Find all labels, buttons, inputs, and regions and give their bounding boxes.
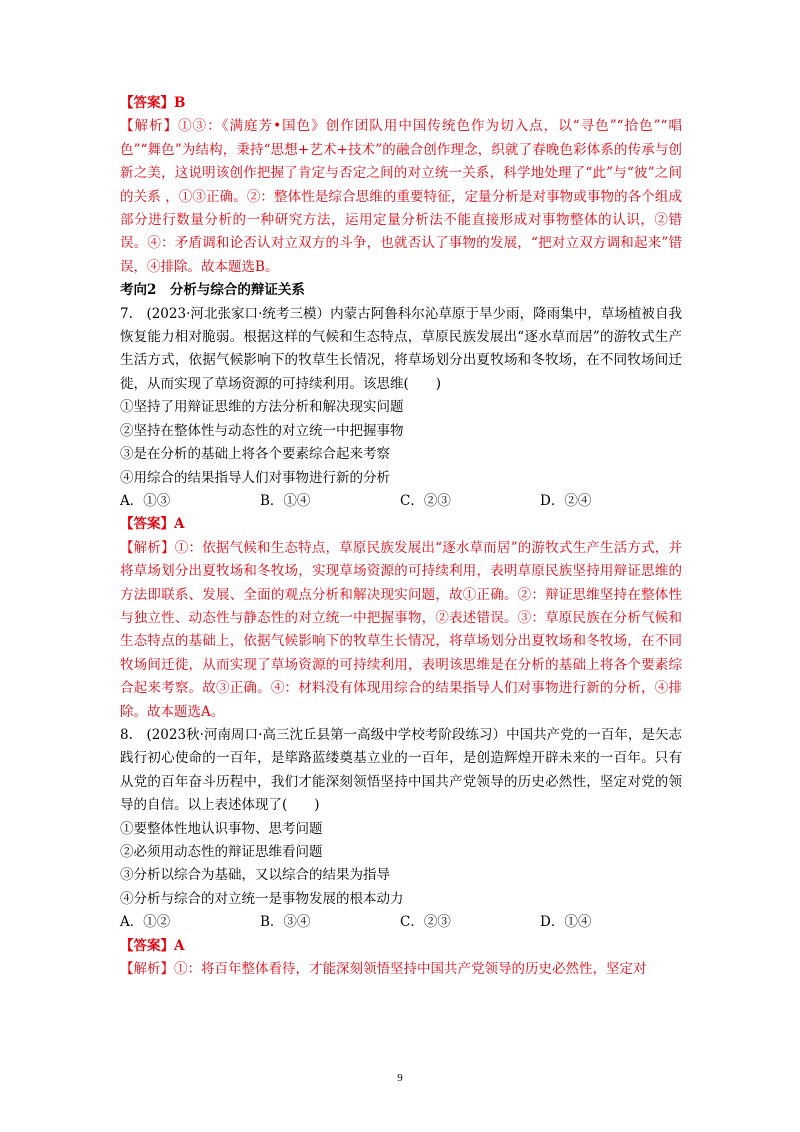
- statement-item: ④分析与综合的对立统一是事物发展的根本动力: [120, 890, 404, 907]
- option-d: D．①④: [540, 914, 592, 931]
- analysis-paragraph: 【解析】①：将百年整体看待，才能深刻领悟坚持中国共产党领导的历史必然性，坚定对: [120, 961, 647, 978]
- statement-item: ①坚持了用辩证思维的方法分析和解决现实问题: [120, 399, 404, 416]
- option-b: B．①④: [260, 492, 311, 509]
- option-c: C．②③: [400, 492, 451, 509]
- document-page: [120, 92, 682, 981]
- page-number: 9: [397, 1072, 403, 1084]
- analysis-paragraph: 【解析】①③：《满庭芳•国色》创作团队用中国传统色作为切入点，以“寻色”“拾色”“唱色”“舞色”为结构，秉持“思想+艺术+技术”的融合创作理念，织就了春晚色彩体系的传承与创新之美，这说明该创作把握了肯定与否定之间的对立统一关系，科学地处理了“此”与“彼”之间的关系 ，①③正确。②：整体性是综合思维的重要特征，定量分析是对事物或事物的各个组成部分进行数量分析的一种研究方法，运用定量分析法不能直接形成对事物整体的认识，②错误。④：矛盾调和论否认对立双方的斗争，也就否认了事物的发展，“把对立双方调和起来”错误，④排除。故本题选B。: [120, 118, 682, 275]
- question-stem: 8. (2023秋·河南周口·高三沈丘县第一高级中学校考阶段练习）中国共产党的一百年，是矢志践行初心使命的一百年，是筚路蓝缕奠基立业的一百年，是创造辉煌开辟未来的一百年。只有从党的百年奋斗历程中，我们才能深刻领悟坚持中国共产党领导的历史必然性，坚定对党的领导的自信。以上表述体现了( ): [120, 726, 682, 814]
- answer-line: 【答案】B: [120, 95, 186, 111]
- option-a: A．①③: [120, 492, 171, 509]
- section-title: 考向2 分析与综合的辩证关系: [120, 282, 305, 299]
- option-d: D．②④: [540, 492, 592, 509]
- statement-item: ①要整体性地认识事物、思考问题: [120, 820, 323, 837]
- option-b: B．③④: [260, 914, 311, 931]
- statement-item: ②必须用动态性的辩证思维看问题: [120, 844, 323, 860]
- option-c: C．②③: [400, 914, 451, 931]
- statement-item: ②坚持在整体性与动态性的对立统一中把握事物: [120, 422, 404, 439]
- answer-line: 【答案】A: [120, 516, 185, 533]
- question-stem: 7. (2023·河北张家口·统考三模）内蒙古阿鲁科尔沁草原于旱少雨，降雨集中，草场植被自我恢复能力相对脆弱。根据这样的气候和生态特点，草原民族发展出“逐水草而居”的游牧式生产生活方式，依据气候影响下的牧草生长情况，将草场划分出夏牧场和冬牧场，在不同牧场间迁徙，从而实现了草场资源的可持续利用。该思维( ): [120, 305, 682, 392]
- option-a: A．①②: [120, 914, 171, 931]
- statement-item: ④用综合的结果指导人们对事物进行新的分析: [120, 469, 390, 486]
- answer-line: 【答案】A: [120, 937, 185, 954]
- statement-item: ③分析以综合为基础，又以综合的结果为指导: [120, 867, 390, 884]
- answer-options: [120, 911, 682, 934]
- analysis-paragraph: 【解析】①：依据气候和生态特点，草原民族发展出“逐水草而居”的游牧式生产生活方式，并将草场划分出夏牧场和冬牧场，实现草场资源的可持续利用，表明草原民族坚持用辩证思维的方法即联系、发展、全面的观点分析和解决现实问题，故①正确。②：辩证思维坚持在整体性与独立性、动态性与静态性的对立统一中把握事物，②表述错误。③：草原民族在分析气候和生态特点的基础上，依据气候影响下的牧草生长情况，将草场划分出夏牧场和冬牧场，在不同牧场间迁徙，从而实现了草场资源的可持续利用，表明该思维是在分析的基础上将各个要素综合起来考察。故③正确。④：材料没有体现用综合的结果指导人们对事物进行新的分析，④排除。故本题选A。: [120, 539, 682, 720]
- answer-options: [120, 490, 682, 513]
- statement-item: ③是在分析的基础上将各个要素综合起来考察: [120, 446, 390, 463]
